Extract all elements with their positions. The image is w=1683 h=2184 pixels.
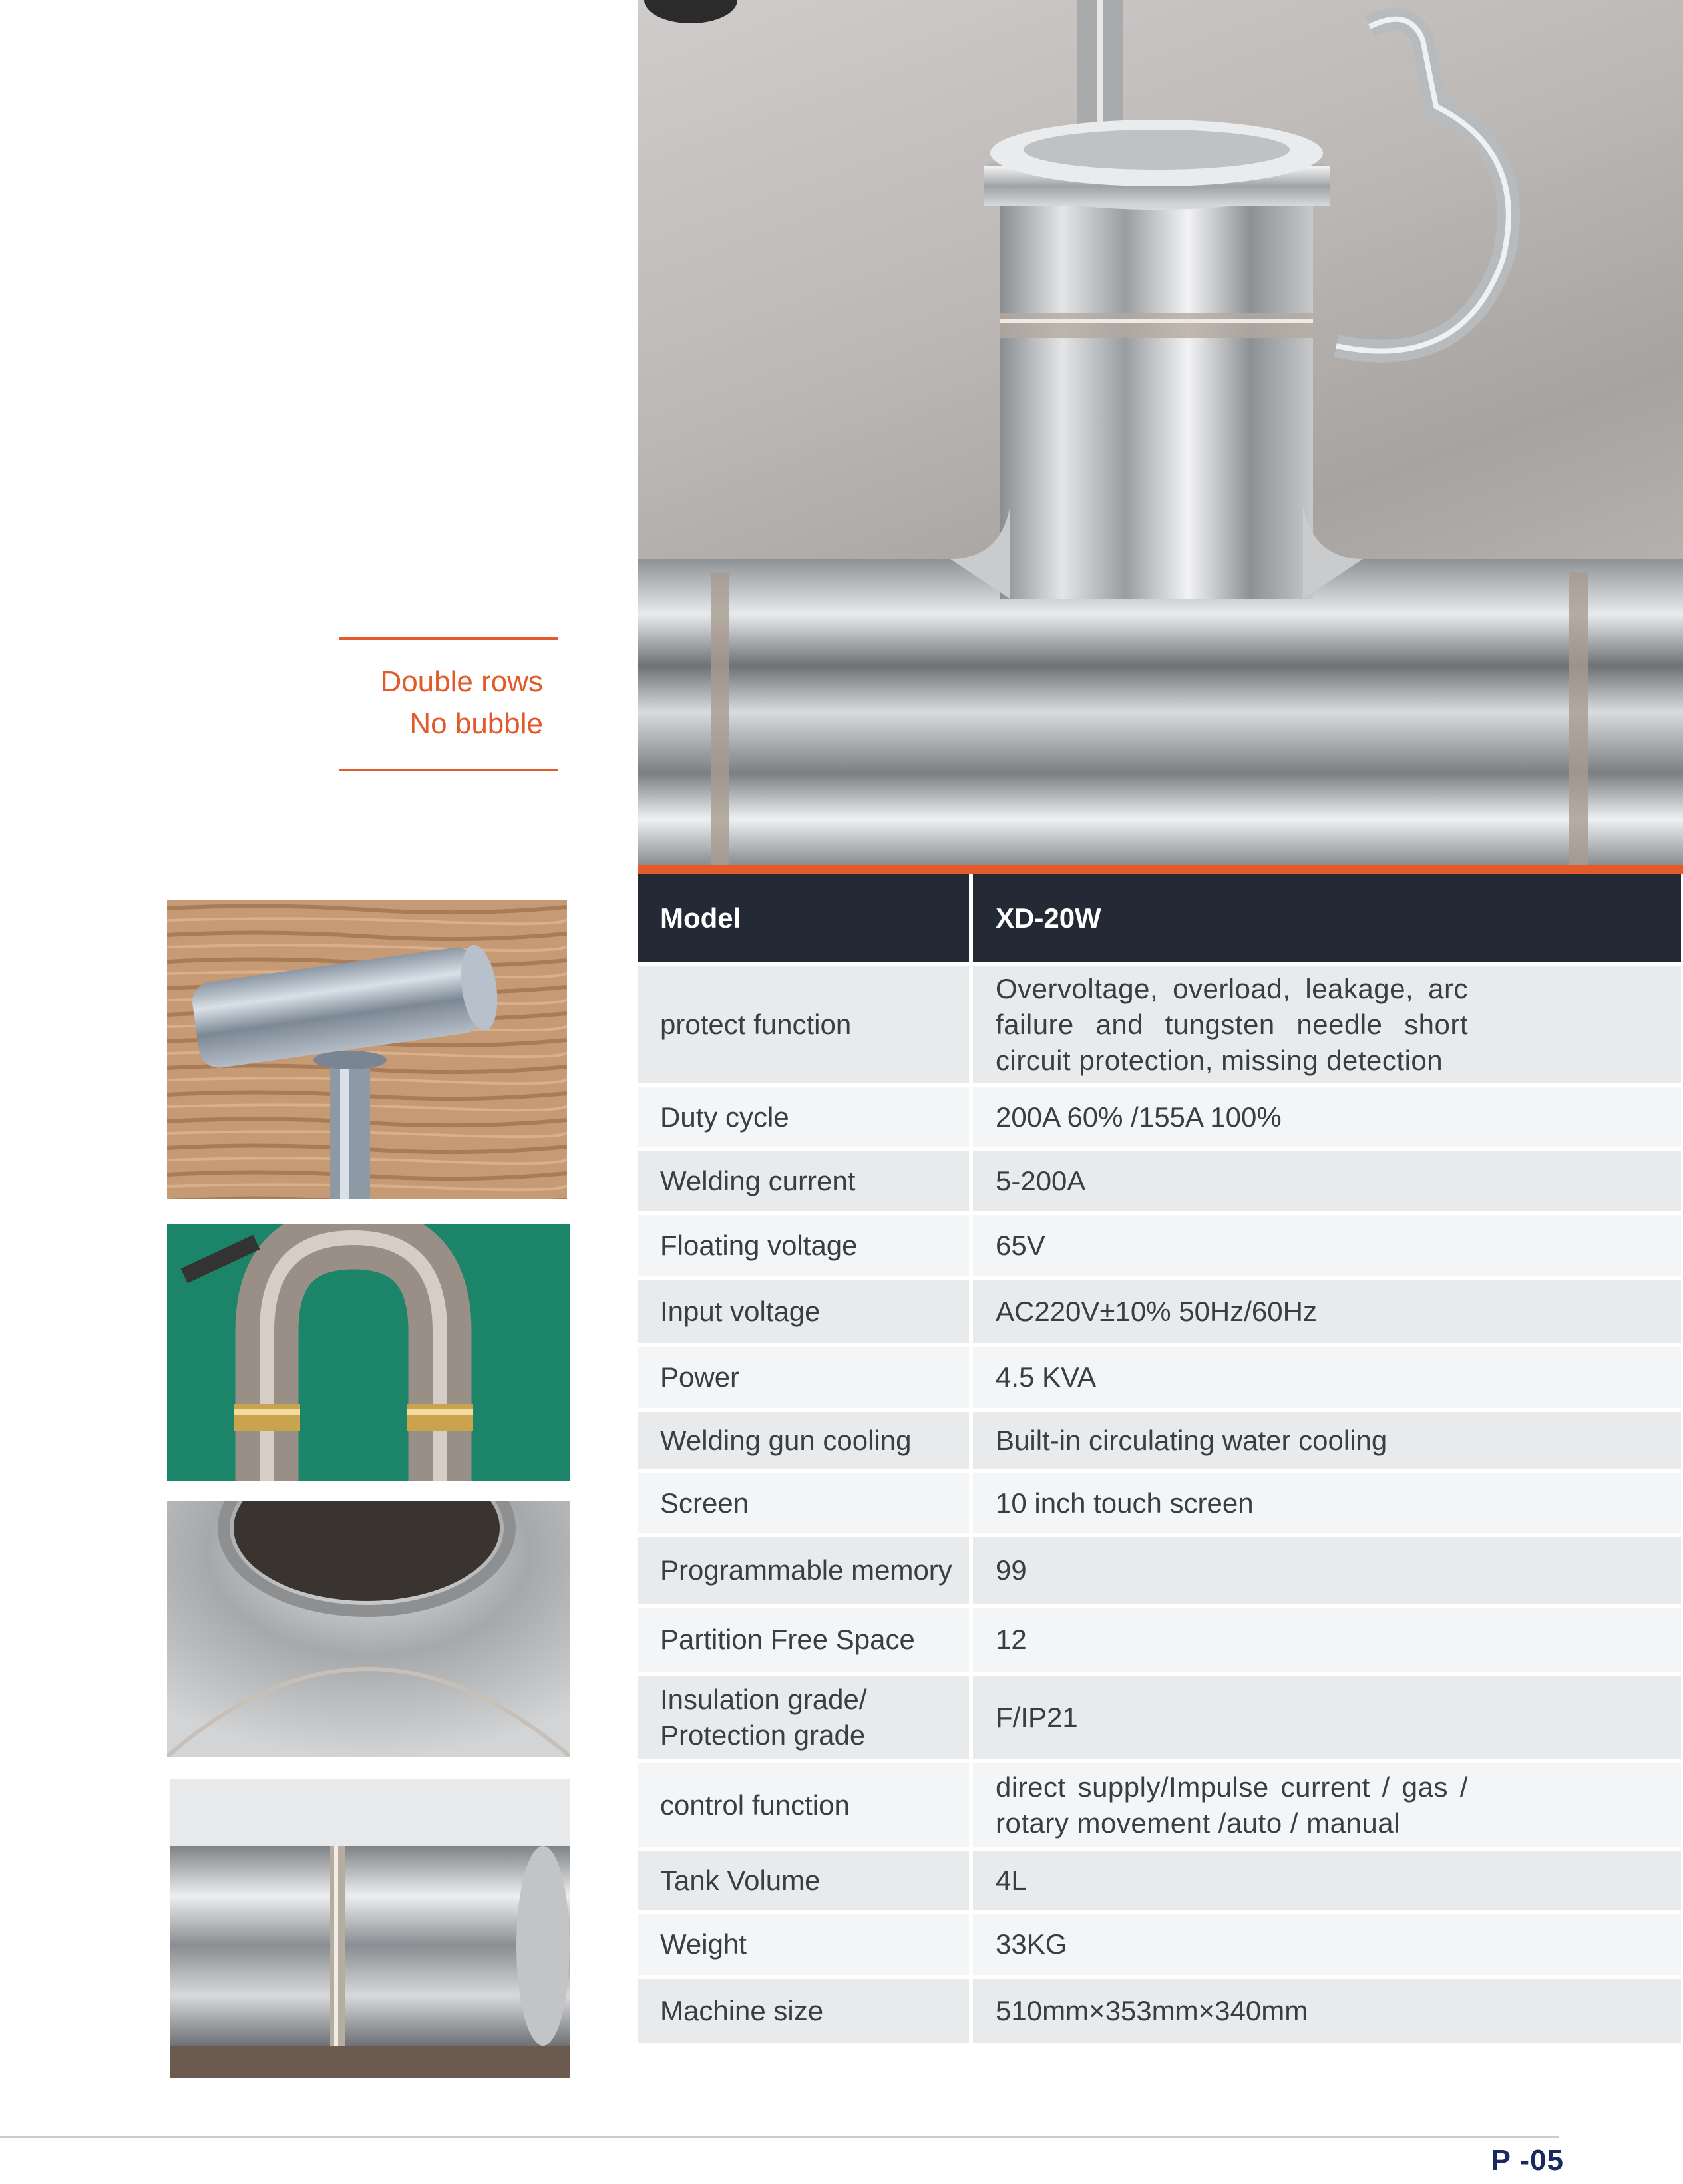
- table-row: [638, 1347, 1681, 1408]
- table-row: [638, 1151, 1681, 1211]
- thumbnail-tee-pipe: [167, 900, 567, 1199]
- header-value: XD-20W: [973, 874, 1681, 962]
- table-row: [638, 1412, 1681, 1469]
- row-value: 12: [973, 1608, 1681, 1672]
- butt-weld-pipe-image: [170, 1779, 570, 2078]
- table-row: [638, 1087, 1681, 1147]
- row-value: F/IP21: [973, 1676, 1681, 1759]
- table-row: [638, 1676, 1681, 1759]
- table-row: [638, 1473, 1681, 1533]
- row-label: Screen: [638, 1473, 969, 1533]
- header-label: Model: [638, 874, 969, 962]
- row-value: 10 inch touch screen: [973, 1473, 1681, 1533]
- row-label: protect function: [638, 966, 969, 1083]
- table-row: [638, 1280, 1681, 1343]
- row-value: 5-200A: [973, 1151, 1681, 1211]
- row-label: Power: [638, 1347, 969, 1408]
- row-label: Partition Free Space: [638, 1608, 969, 1672]
- welded-tee-pipe-image: [167, 900, 567, 1199]
- table-header-row: [638, 874, 1681, 962]
- row-label: Welding current: [638, 1151, 969, 1211]
- stainless-steel-tee-weld-image: [638, 0, 1683, 865]
- row-value: [973, 966, 1681, 1083]
- table-row: [638, 1608, 1681, 1672]
- row-value-text: direct supply/Impulse current / gas / rotary movement /auto / manual: [996, 1771, 1468, 1839]
- row-value: 4L: [973, 1851, 1681, 1910]
- row-label: Welding gun cooling: [638, 1412, 969, 1469]
- table-row: [638, 1851, 1681, 1910]
- u-bend-brass-joint-image: [167, 1224, 570, 1481]
- thumbnail-u-bend: [167, 1224, 570, 1481]
- row-value: [973, 1763, 1681, 1847]
- row-label: Tank Volume: [638, 1851, 969, 1910]
- row-label: Duty cycle: [638, 1087, 969, 1147]
- row-label: Weight: [638, 1914, 969, 1975]
- table-row: [638, 966, 1681, 1083]
- table-row: [638, 1537, 1681, 1604]
- thumbnail-pipe-interior: [167, 1501, 570, 1757]
- row-label: [638, 1676, 969, 1759]
- row-label: Floating voltage: [638, 1215, 969, 1276]
- row-label: Input voltage: [638, 1280, 969, 1343]
- row-label: control function: [638, 1763, 969, 1847]
- row-value: 99: [973, 1537, 1681, 1604]
- hero-photo: [638, 0, 1683, 865]
- spec-table: [638, 874, 1681, 2047]
- footer-rule: [0, 2136, 1559, 2138]
- row-value: AC220V±10% 50Hz/60Hz: [973, 1280, 1681, 1343]
- row-label-text: Insulation grade/ Protection grade: [660, 1684, 867, 1751]
- row-value-text: Overvoltage, overload, leakage, arc failure and tungsten needle short circuit protection, missing detection: [996, 973, 1468, 1076]
- row-label: Programmable memory: [638, 1537, 969, 1604]
- table-row: [638, 1763, 1681, 1847]
- pipe-interior-weld-image: [167, 1501, 570, 1757]
- row-label: Machine size: [638, 1979, 969, 2043]
- row-value: 65V: [973, 1215, 1681, 1276]
- table-row: [638, 1979, 1681, 2043]
- table-row: [638, 1914, 1681, 1975]
- thumbnail-butt-weld: [170, 1779, 570, 2078]
- row-value: Built-in circulating water cooling: [973, 1412, 1681, 1469]
- page-number: P -05: [1491, 2144, 1564, 2177]
- callout-top-rule: [339, 637, 558, 640]
- row-value: 510mm×353mm×340mm: [973, 1979, 1681, 2043]
- callout-line-2: No bubble: [409, 707, 543, 740]
- callout-line-1: Double rows: [380, 665, 543, 698]
- table-row: [638, 1215, 1681, 1276]
- row-value: 33KG: [973, 1914, 1681, 1975]
- row-value: 4.5 KVA: [973, 1347, 1681, 1408]
- callout-bottom-rule: [339, 769, 558, 771]
- row-value: 200A 60% /155A 100%: [973, 1087, 1681, 1147]
- accent-bar: [638, 865, 1683, 874]
